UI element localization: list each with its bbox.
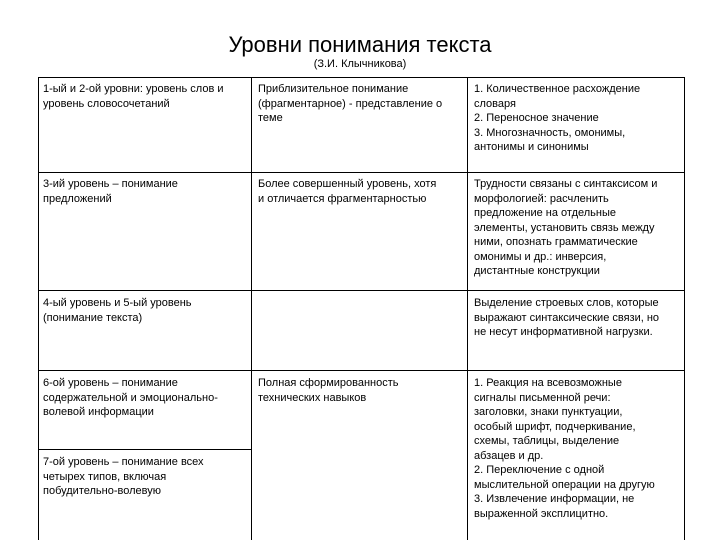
column-divider	[467, 77, 468, 540]
table-border-top	[38, 77, 685, 78]
table-cell-level: 4-ый уровень и 5-ый уровень (понимание текста)	[43, 297, 192, 324]
table-cell-description: Полная сформированность технических навыков	[258, 377, 399, 404]
table-cell-level: 1-ый и 2-ой уровни: уровень слов и уровень словосочетаний	[43, 83, 224, 110]
row-divider	[38, 172, 685, 173]
column-divider	[251, 77, 252, 540]
row-divider	[38, 370, 685, 371]
table-cell-description: Приблизительное понимание (фрагментарное) - представление о теме	[258, 83, 443, 124]
table-cell-difficulties: Выделение строевых слов, которые выражают синтаксические связи, но не несут информативной нагрузки.	[474, 297, 660, 338]
table-cell-difficulties: Трудности связаны с синтаксисом и морфологией: расчленить предложение на отдельные элементы, установить связь между ними, опознать грамматические омонимы и др.: инверсия, дистантные конструкции	[474, 178, 658, 277]
table-cell-description: Более совершенный уровень, хотя и отличается фрагментарностью	[258, 178, 437, 205]
table-border-left	[38, 77, 39, 540]
table-cell-level: 3-ий уровень – понимание предложений	[43, 178, 178, 205]
sub-row-divider	[38, 449, 251, 450]
table-cell-difficulties: 1. Реакция на всевозможные сигналы письменной речи: заголовки, знаки пунктуации, особый шрифт, подчеркивание, схемы, таблицы, выделение абзацев и др. 2. Переключение с одной мыслительной операции на другую 3. Извлечение информации, не выраженной эксплицитно.	[474, 377, 655, 520]
page-title: Уровни понимания текста	[228, 32, 492, 57]
row-divider	[38, 290, 685, 291]
table-cell-difficulties: 1. Количественное расхождение словаря 2. Переносное значение 3. Многозначность, омонимы, антонимы и синонимы	[474, 83, 641, 153]
table-border-right	[684, 77, 685, 540]
page-subtitle: (З.И. Клычникова)	[313, 58, 407, 70]
table-cell-level-extra: 7-ой уровень – понимание всех четырех типов, включая побудительно-волевую	[43, 456, 204, 497]
table-cell-level: 6-ой уровень – понимание содержательной и эмоционально- волевой информации	[43, 377, 218, 418]
